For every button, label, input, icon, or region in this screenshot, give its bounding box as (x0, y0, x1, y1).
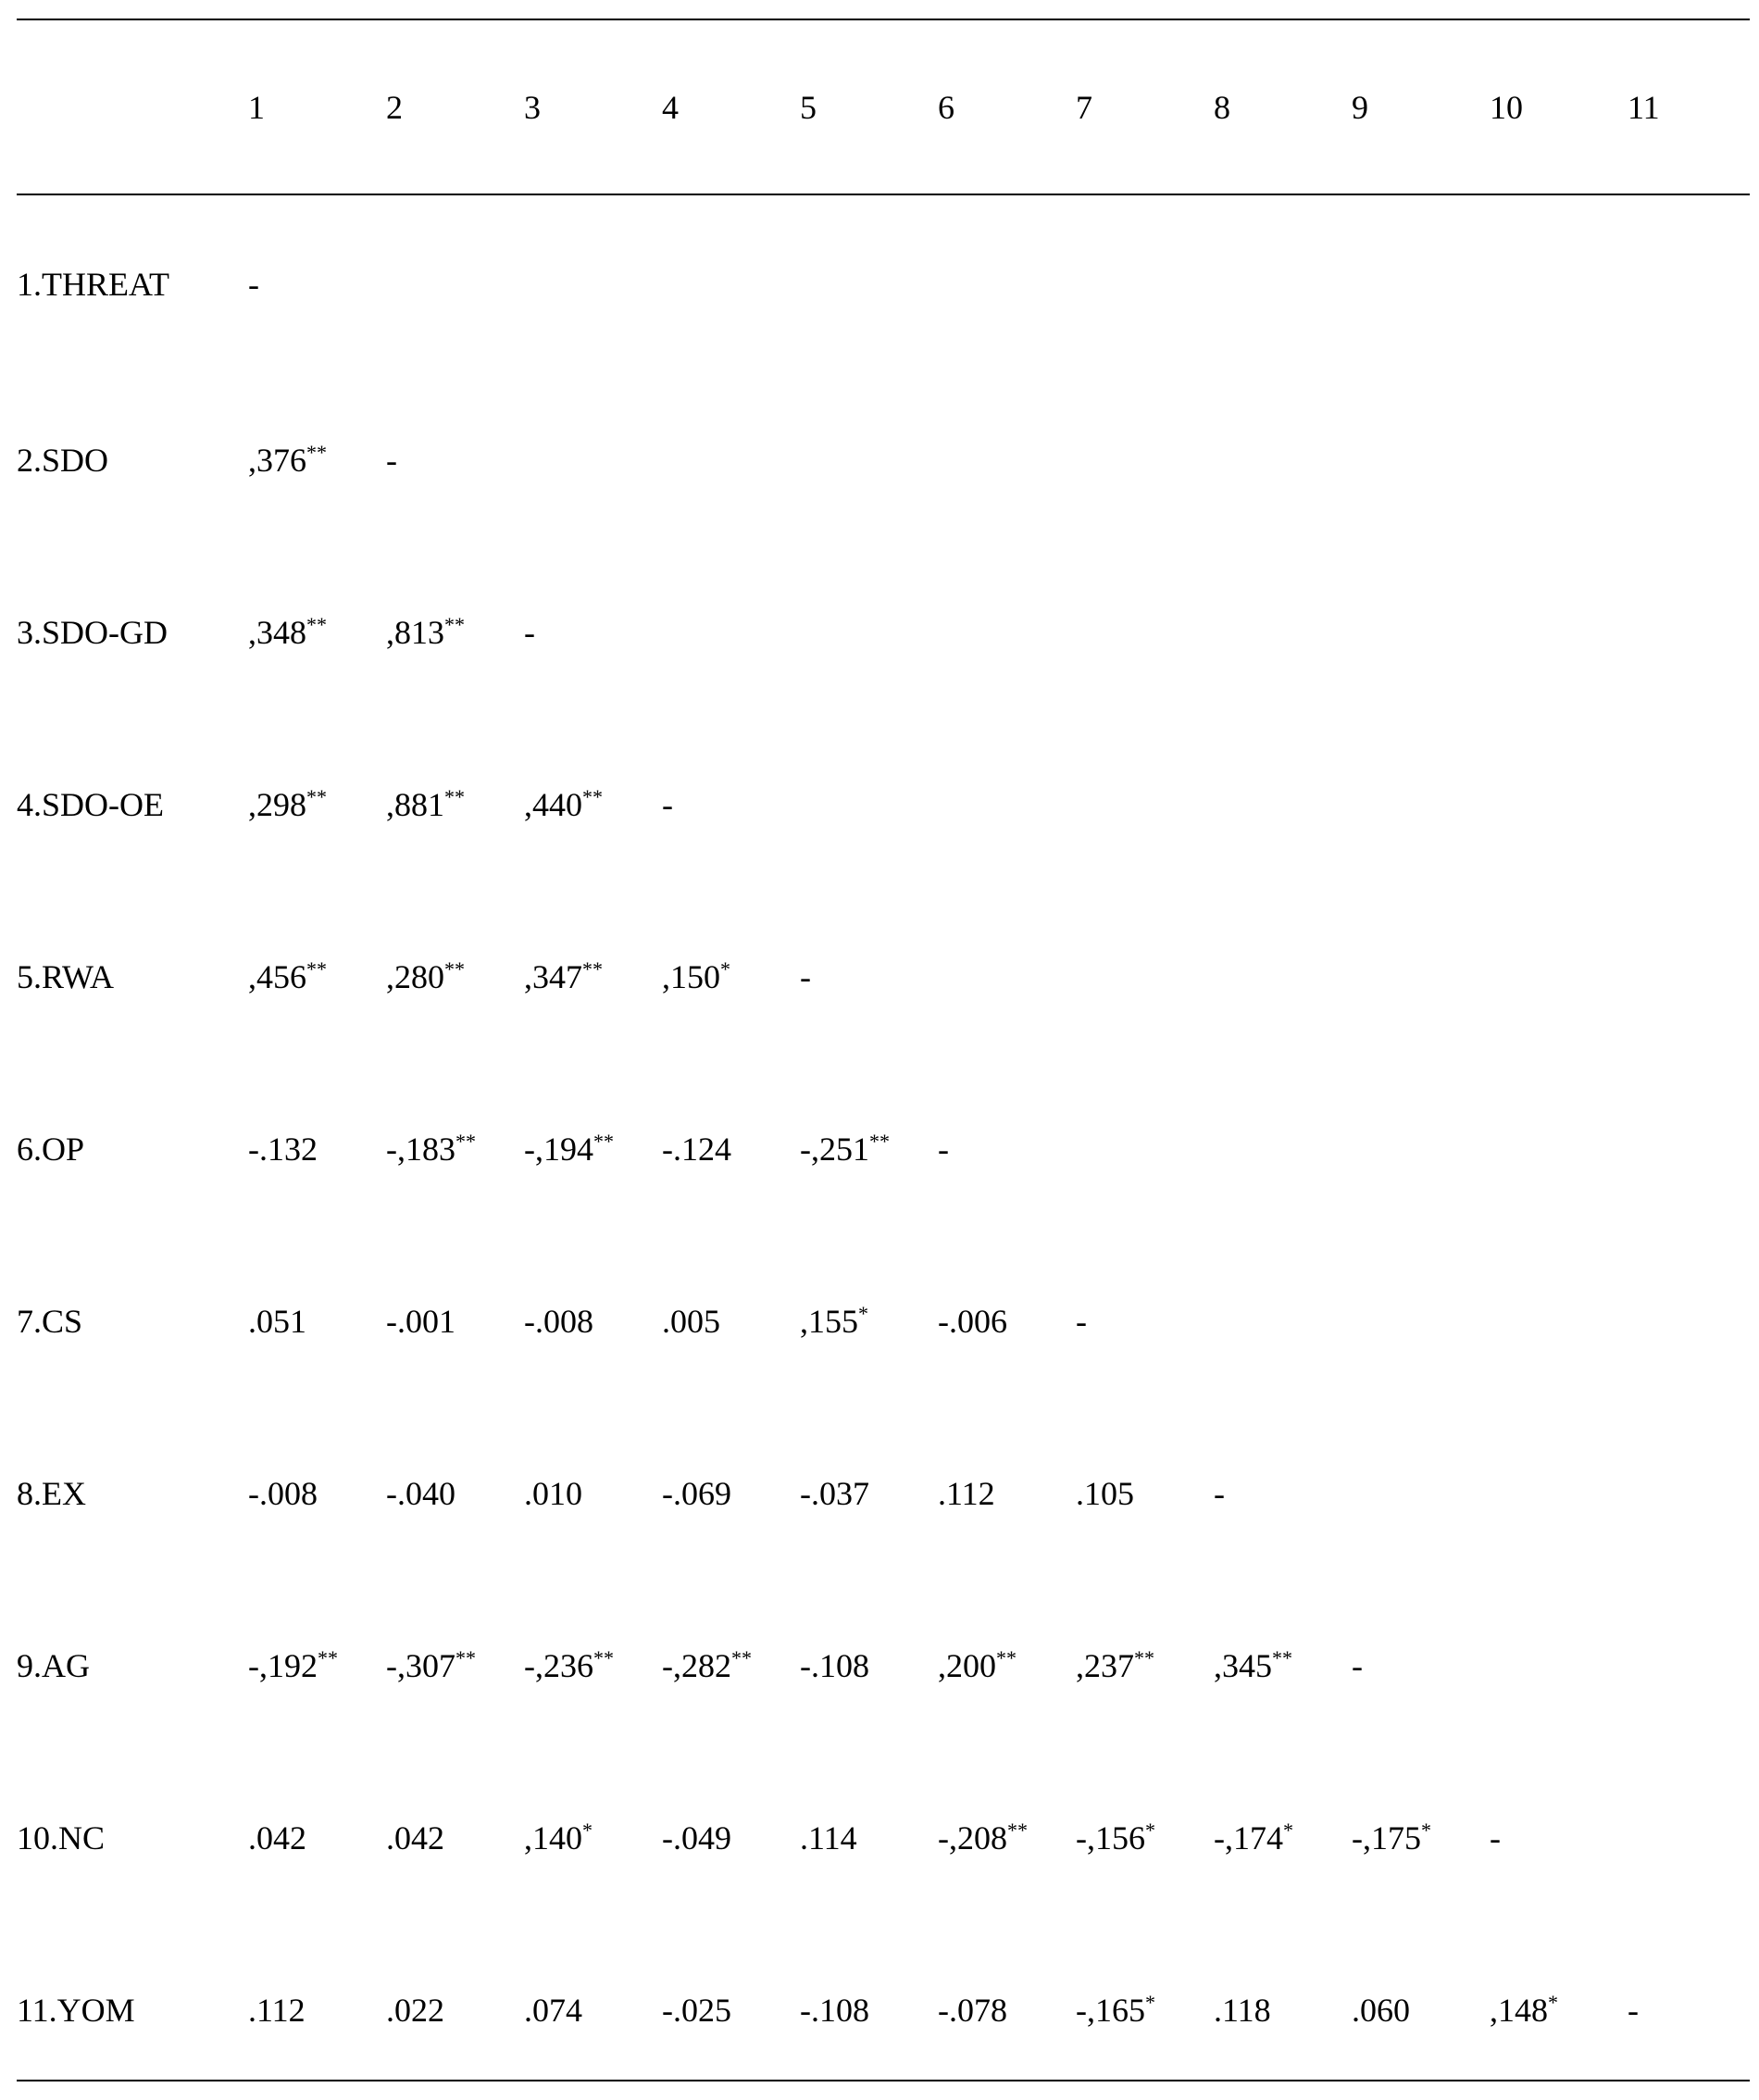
table-cell (800, 1752, 938, 1924)
table-cell (938, 1235, 1076, 1407)
table-cell (1214, 1752, 1352, 1924)
table-cell (1076, 1580, 1214, 1752)
table-cell (248, 194, 386, 374)
table-cell (1490, 1580, 1628, 1752)
cell-value: ,345 (1214, 1647, 1272, 1684)
table-cell (1628, 1580, 1759, 1752)
table-cell (524, 1924, 662, 2096)
table-cell (1628, 1407, 1759, 1580)
table-cell (1352, 546, 1490, 719)
cell-value: -.008 (248, 1475, 318, 1512)
table-cell (1076, 1063, 1214, 1235)
table-row (17, 1063, 1759, 1235)
table-cell (248, 1063, 386, 1235)
table-cell (1352, 1407, 1490, 1580)
significance-marker: * (1145, 1991, 1155, 2014)
table-cell (800, 1235, 938, 1407)
table-cell (1352, 1580, 1490, 1752)
cell-value: ,347 (524, 958, 582, 995)
cell-value: -,165 (1076, 1992, 1145, 2029)
table-cell (524, 1235, 662, 1407)
significance-marker: * (1145, 1819, 1155, 1842)
significance-marker: ** (582, 957, 603, 981)
table-cell (248, 1580, 386, 1752)
cell-value: .051 (248, 1303, 306, 1340)
cell-value: -.069 (662, 1475, 731, 1512)
table-cell (248, 1924, 386, 2096)
cell-value: ,440 (524, 786, 582, 823)
table-cell (524, 1752, 662, 1924)
table-cell (662, 719, 800, 891)
cell-value: -,174 (1214, 1819, 1283, 1856)
cell-value: -.037 (800, 1475, 869, 1512)
table-cell (662, 1580, 800, 1752)
row-label: 4.SDO-OE (17, 786, 164, 823)
cell-value: -.132 (248, 1131, 318, 1168)
table-cell (938, 1924, 1076, 2096)
cell-value: -.049 (662, 1819, 731, 1856)
column-header: 4 (662, 88, 679, 126)
table-cell (1214, 891, 1352, 1063)
column-header: 8 (1214, 88, 1230, 126)
table-cell (524, 719, 662, 891)
cell-value: -.025 (662, 1992, 731, 2029)
cell-value: -.008 (524, 1303, 593, 1340)
table-cell (386, 1407, 524, 1580)
table-cell (938, 1580, 1076, 1752)
table-cell (248, 546, 386, 719)
table-cell (524, 891, 662, 1063)
table-cell (938, 546, 1076, 719)
table-cell (386, 1063, 524, 1235)
correlation-table (17, 20, 1759, 2096)
cell-value: .118 (1214, 1992, 1271, 2029)
cell-value: -,194 (524, 1131, 593, 1168)
significance-marker: ** (306, 613, 327, 636)
table-cell (1076, 1752, 1214, 1924)
cell-value: ,140 (524, 1819, 582, 1856)
table-cell (938, 1063, 1076, 1235)
table-cell (800, 546, 938, 719)
table-cell (248, 719, 386, 891)
row-label: 11.YOM (17, 1992, 135, 2029)
column-header: 1 (248, 88, 265, 126)
table-cell (800, 1580, 938, 1752)
cell-value: -,183 (386, 1131, 455, 1168)
cell-value: - (1628, 1992, 1639, 2029)
cell-value: ,298 (248, 786, 306, 823)
cell-value: -,282 (662, 1647, 731, 1684)
table-cell (1076, 1924, 1214, 2096)
column-header: 6 (938, 88, 954, 126)
row-label: 9.AG (17, 1647, 90, 1684)
table-cell (938, 374, 1076, 546)
table-cell (1352, 1063, 1490, 1235)
table-cell (662, 1752, 800, 1924)
cell-value: ,280 (386, 958, 444, 995)
row-label: 2.SDO (17, 442, 109, 479)
cell-value: -,156 (1076, 1819, 1145, 1856)
table-cell (1628, 374, 1759, 546)
table-cell (248, 1752, 386, 1924)
cell-value: -,208 (938, 1819, 1007, 1856)
cell-value: .022 (386, 1992, 444, 2029)
table-cell (662, 1235, 800, 1407)
table-cell (1490, 194, 1628, 374)
cell-value: - (1076, 1303, 1087, 1340)
table-cell (938, 1752, 1076, 1924)
column-header: 2 (386, 88, 403, 126)
table-cell (524, 1407, 662, 1580)
table-cell (938, 194, 1076, 374)
cell-value: -.001 (386, 1303, 455, 1340)
significance-marker: ** (306, 441, 327, 464)
row-label: 6.OP (17, 1131, 85, 1168)
cell-value: ,200 (938, 1647, 996, 1684)
table-row (17, 374, 1759, 546)
table-cell (524, 546, 662, 719)
column-header: 9 (1352, 88, 1368, 126)
table-cell (662, 1407, 800, 1580)
table-body (17, 194, 1759, 2096)
table-cell (1352, 1924, 1490, 2096)
table-cell (662, 194, 800, 374)
cell-value: - (1490, 1819, 1501, 1856)
row-label: 5.RWA (17, 958, 115, 995)
table-cell (1076, 194, 1214, 374)
table-cell (524, 194, 662, 374)
table-cell (800, 1924, 938, 2096)
table-cell (1214, 1407, 1352, 1580)
table-cell (386, 374, 524, 546)
table-cell (524, 1580, 662, 1752)
table-cell (1352, 719, 1490, 891)
cell-value: ,150 (662, 958, 720, 995)
cell-value: -.124 (662, 1131, 731, 1168)
table-cell (1628, 1235, 1759, 1407)
row-label: 7.CS (17, 1303, 83, 1340)
cell-value: .112 (938, 1475, 995, 1512)
cell-value: ,155 (800, 1303, 858, 1340)
cell-value: ,881 (386, 786, 444, 823)
cell-value: - (1352, 1647, 1363, 1684)
table-cell (938, 1407, 1076, 1580)
significance-marker: ** (455, 1130, 476, 1153)
table-cell (1076, 1407, 1214, 1580)
table-cell (1076, 891, 1214, 1063)
cell-value: ,376 (248, 442, 306, 479)
table-cell (1214, 719, 1352, 891)
cell-value: -,307 (386, 1647, 455, 1684)
cell-value: - (524, 614, 535, 651)
table-cell (386, 1924, 524, 2096)
cell-value: .060 (1352, 1992, 1410, 2029)
table-cell (1076, 374, 1214, 546)
table-cell (1214, 194, 1352, 374)
table-cell (662, 374, 800, 546)
significance-marker: ** (444, 785, 465, 808)
cell-value: .042 (248, 1819, 306, 1856)
cell-value: -.108 (800, 1647, 869, 1684)
cell-value: ,348 (248, 614, 306, 651)
cell-value: ,456 (248, 958, 306, 995)
table-cell (1490, 891, 1628, 1063)
table-cell (1076, 719, 1214, 891)
significance-marker: ** (996, 1646, 1017, 1669)
table-cell (1076, 1235, 1214, 1407)
table-cell (1628, 1752, 1759, 1924)
column-header: 7 (1076, 88, 1092, 126)
cell-value: ,813 (386, 614, 444, 651)
cell-value: -,175 (1352, 1819, 1421, 1856)
table-cell (1490, 546, 1628, 719)
table-cell (248, 1235, 386, 1407)
significance-marker: ** (306, 957, 327, 981)
table-cell (1490, 1063, 1628, 1235)
table-cell (1490, 1235, 1628, 1407)
cell-value: - (386, 442, 397, 479)
table-cell (248, 891, 386, 1063)
cell-value: -,251 (800, 1131, 869, 1168)
cell-value: - (938, 1131, 949, 1168)
significance-marker: * (720, 957, 730, 981)
table-cell (1490, 1407, 1628, 1580)
table-cell (386, 891, 524, 1063)
significance-marker: ** (1134, 1646, 1154, 1669)
significance-marker: ** (731, 1646, 752, 1669)
table-cell (938, 891, 1076, 1063)
table-cell (938, 719, 1076, 891)
table-row (17, 1752, 1759, 1924)
cell-value: - (662, 786, 673, 823)
table-cell (1628, 1924, 1759, 2096)
table-cell (1628, 719, 1759, 891)
significance-marker: ** (306, 785, 327, 808)
row-label: 8.EX (17, 1475, 86, 1512)
cell-value: -,192 (248, 1647, 318, 1684)
significance-marker: ** (444, 957, 465, 981)
table-row (17, 1924, 1759, 2096)
table-cell (248, 1407, 386, 1580)
table-cell (800, 1063, 938, 1235)
table-cell (1214, 1580, 1352, 1752)
table-cell (386, 1235, 524, 1407)
column-header: 11 (1628, 88, 1660, 126)
cell-value: .112 (248, 1992, 306, 2029)
cell-value: - (800, 958, 811, 995)
table-cell (386, 546, 524, 719)
table-cell (1214, 546, 1352, 719)
table-cell (524, 1063, 662, 1235)
table-cell (662, 1924, 800, 2096)
cell-value: .010 (524, 1475, 582, 1512)
table-row (17, 1235, 1759, 1407)
table-cell (1628, 546, 1759, 719)
cell-value: - (248, 265, 259, 303)
cell-value: ,237 (1076, 1647, 1134, 1684)
cell-value: -.006 (938, 1303, 1007, 1340)
cell-value: .074 (524, 1992, 582, 2029)
significance-marker: * (582, 1819, 593, 1842)
significance-marker: ** (869, 1130, 890, 1153)
table-cell (1490, 1752, 1628, 1924)
table-cell (1490, 1924, 1628, 2096)
significance-marker: * (1548, 1991, 1558, 2014)
cell-value: .114 (800, 1819, 857, 1856)
column-header: 10 (1490, 88, 1523, 126)
table-cell (1628, 194, 1759, 374)
table-cell (1352, 194, 1490, 374)
table-cell (800, 719, 938, 891)
column-header: 3 (524, 88, 541, 126)
table-cell (800, 891, 938, 1063)
table-row (17, 1580, 1759, 1752)
table-cell (524, 374, 662, 546)
cell-value: .042 (386, 1819, 444, 1856)
table-cell (662, 891, 800, 1063)
table-cell (386, 1752, 524, 1924)
table-cell (248, 374, 386, 546)
header-corner (17, 20, 248, 194)
significance-marker: * (1283, 1819, 1293, 1842)
table-cell (1214, 1063, 1352, 1235)
significance-marker: ** (593, 1130, 614, 1153)
table-cell (1214, 1235, 1352, 1407)
table-cell (1214, 374, 1352, 546)
table-cell (1490, 374, 1628, 546)
header-row (17, 20, 1759, 194)
table-row (17, 194, 1759, 374)
significance-marker: * (1421, 1819, 1431, 1842)
significance-marker: ** (455, 1646, 476, 1669)
significance-marker: ** (1272, 1646, 1292, 1669)
significance-marker: * (858, 1302, 868, 1325)
significance-marker: ** (444, 613, 465, 636)
cell-value: .105 (1076, 1475, 1134, 1512)
cell-value: - (1214, 1475, 1225, 1512)
table-cell (1490, 719, 1628, 891)
table-cell (386, 1580, 524, 1752)
table-cell (800, 374, 938, 546)
cell-value: .005 (662, 1303, 720, 1340)
cell-value: -,236 (524, 1647, 593, 1684)
table-cell (1352, 1752, 1490, 1924)
table-cell (1352, 1235, 1490, 1407)
table-cell (1628, 891, 1759, 1063)
cell-value: -.040 (386, 1475, 455, 1512)
cell-value: ,148 (1490, 1992, 1548, 2029)
table-cell (800, 1407, 938, 1580)
table-cell (1352, 374, 1490, 546)
table-row (17, 719, 1759, 891)
significance-marker: ** (1007, 1819, 1028, 1842)
row-label: 1.THREAT (17, 265, 169, 303)
table-cell (1076, 546, 1214, 719)
table-row (17, 546, 1759, 719)
table-cell (386, 194, 524, 374)
table-row (17, 891, 1759, 1063)
cell-value: -.078 (938, 1992, 1007, 2029)
significance-marker: ** (582, 785, 603, 808)
table-cell (386, 719, 524, 891)
row-label: 10.NC (17, 1819, 106, 1856)
table-cell (662, 546, 800, 719)
column-header: 5 (800, 88, 817, 126)
table-cell (1214, 1924, 1352, 2096)
table-row (17, 1407, 1759, 1580)
table-cell (1352, 891, 1490, 1063)
table-cell (800, 194, 938, 374)
cell-value: -.108 (800, 1992, 869, 2029)
significance-marker: ** (318, 1646, 338, 1669)
table-cell (1628, 1063, 1759, 1235)
row-label: 3.SDO-GD (17, 614, 168, 651)
table-cell (662, 1063, 800, 1235)
significance-marker: ** (593, 1646, 614, 1669)
